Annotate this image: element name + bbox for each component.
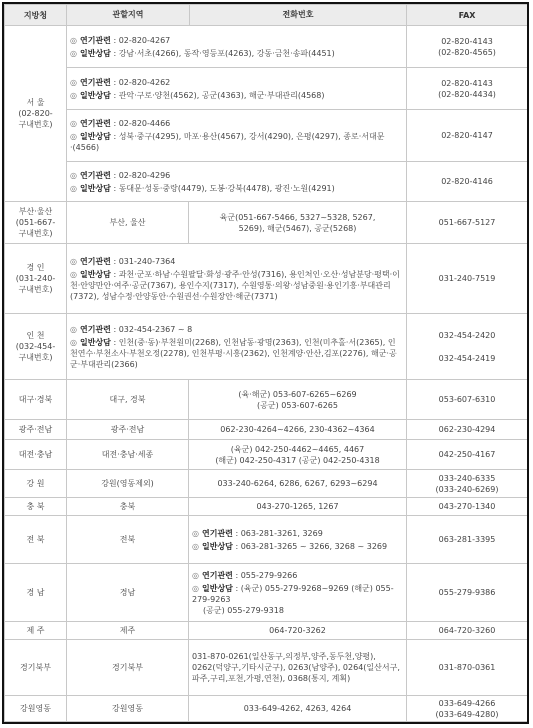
bullet-icon: ◎ <box>192 583 199 593</box>
table-row <box>5 696 528 722</box>
bullet-icon: ◎ <box>70 77 77 87</box>
phone-cell: 031-870-0261(일산동구,의정부,양주,동두천,양평), 0262(덕양구,기타시군구), 0263(남양주), 0264(일산서구,파주,구리,포천,가평,연천), 0368(통지, 계획) <box>189 640 407 696</box>
area-cell: 경남 <box>67 564 189 622</box>
area-cell: 대구, 경북 <box>67 380 189 420</box>
table-row <box>5 26 528 68</box>
phone-cell: ◎ 연기관련 : 02-820-4466 ◎ 일반상담 : 성북·중구(4295), 마포·용산(4567), 강서(4290), 은평(4297), 종로·서대문·(4566) <box>67 110 407 162</box>
office-name: 경 남 <box>5 564 67 622</box>
fax-cell: 062-230-4294 <box>407 420 528 440</box>
phone-cell: ◎ 연기관련 : 055-279-9266 ◎ 일반상담 : (육군) 055-279-9268~9269 (해군) 055-279-9263 (공군) 055-279-9318 <box>189 564 407 622</box>
area-cell: 강원영동 <box>67 696 189 722</box>
area-cell: 제주 <box>67 622 189 640</box>
phone-cell: 064-720-3262 <box>189 622 407 640</box>
area-cell: 충북 <box>67 498 189 516</box>
fax-cell: 031-240-7519 <box>407 244 528 314</box>
office-name: 대전·충남 <box>5 440 67 470</box>
fax-cell: 055-279-9386 <box>407 564 528 622</box>
phone-cell: 062-230-4264~4266, 230-4362~4364 <box>189 420 407 440</box>
phone-cell: 033-240-6264, 6286, 6267, 6293~6294 <box>189 470 407 498</box>
table-row <box>5 640 528 696</box>
office-name: 경기북부 <box>5 640 67 696</box>
table-row <box>5 564 528 622</box>
bullet-icon: ◎ <box>70 35 77 45</box>
phone-cell: ◎ 연기관련 : 031-240-7364 ◎ 일반상담 : 과천·군포·하남·수원팔달·화성·광주·안성(7316), 용인처인·오산·성남분당·평택·이천·안양만안·여주·공군(7367), 용인수지(7317), 수원영통·의왕·성남중원·용인기흥·부대관리(7372), 성남수정·안양동안·수원권선·수원장안·해군(7371) <box>67 244 407 314</box>
table-row <box>5 420 528 440</box>
table-row <box>5 516 528 564</box>
table-row <box>5 440 528 470</box>
regional-contact-table <box>4 4 528 722</box>
phone-cell: ◎ 연기관련 : 02-820-4296 ◎ 일반상담 : 동대문·성동·중랑(4479), 도봉·강북(4478), 광진·노원(4291) <box>67 162 407 202</box>
office-name: 인 천 (032-454- 구내번호) <box>5 314 67 380</box>
phone-cell: ◎ 연기관련 : 02-820-4262 ◎ 일반상담 : 관악·구로·양천(4562), 공군(4363), 해군·부대관리(4568) <box>67 68 407 110</box>
header-phone: 전화번호 <box>282 10 314 19</box>
header-area: 관할지역 <box>67 5 190 25</box>
table-row <box>5 162 528 202</box>
bullet-icon: ◎ <box>70 119 77 128</box>
fax-cell: 02-820-4146 <box>407 162 528 202</box>
table-row <box>5 470 528 498</box>
bullet-icon: ◎ <box>70 269 77 279</box>
phone-cell: ◎ 연기관련 : 063-281-3261, 3269 ◎ 일반상담 : 063-281-3265 ~ 3266, 3268 ~ 3269 <box>189 516 407 564</box>
bullet-icon: ◎ <box>70 170 77 180</box>
area-cell: 부산, 울산 <box>67 202 189 244</box>
fax-cell: 063-281-3395 <box>407 516 528 564</box>
fax-cell: 032-454-2420 032-454-2419 <box>407 314 528 380</box>
table-row <box>5 202 528 244</box>
phone-cell: (육·해군) 053-607-6265~6269 (공군) 053-607-6265 <box>189 380 407 420</box>
office-name: 서 울 (02-820- 구내번호) <box>5 26 67 202</box>
fax-cell: 02-820-4143 (02-820-4434) <box>407 68 528 110</box>
office-name: 제 주 <box>5 622 67 640</box>
fax-cell: 042-250-4167 <box>407 440 528 470</box>
fax-cell: 043-270-1340 <box>407 498 528 516</box>
office-name: 부산·울산 (051-667- 구내번호) <box>5 202 67 244</box>
phone-cell: 043-270-1265, 1267 <box>189 498 407 516</box>
table-row <box>5 380 528 420</box>
table-row <box>5 314 528 380</box>
table-row <box>5 498 528 516</box>
area-cell: 광주·전남 <box>67 420 189 440</box>
bullet-icon: ◎ <box>192 541 199 551</box>
phone-cell: ◎ 연기관련 : 02-820-4267 ◎ 일반상담 : 강남·서초(4266), 동작·영등포(4263), 강동·금천·송파(4451) <box>67 26 407 68</box>
fax-cell: 02-820-4143 (02-820-4565) <box>407 26 528 68</box>
fax-cell: 053-607-6310 <box>407 380 528 420</box>
bullet-icon: ◎ <box>70 183 77 193</box>
header-fax: FAX <box>407 5 528 26</box>
area-cell: 강원(영동제외) <box>67 470 189 498</box>
office-name: 경 인 (031-240- 구내번호) <box>5 244 67 314</box>
phone-cell: 육군(051-667-5466, 5327~5328, 5267, 5269), 해군(5467), 공군(5268) <box>189 202 407 244</box>
bullet-icon: ◎ <box>192 528 199 538</box>
area-cell: 경기북부 <box>67 640 189 696</box>
bullet-icon: ◎ <box>70 337 77 347</box>
office-name: 강 원 <box>5 470 67 498</box>
office-name: 전 북 <box>5 516 67 564</box>
office-name: 대구·경북 <box>5 380 67 420</box>
bullet-icon: ◎ <box>70 132 77 141</box>
table-row <box>5 622 528 640</box>
fax-cell: 033-649-4266 (033-649-4280) <box>407 696 528 722</box>
bullet-icon: ◎ <box>70 48 77 58</box>
office-name: 광주·전남 <box>5 420 67 440</box>
office-name: 강원영동 <box>5 696 67 722</box>
bullet-icon: ◎ <box>192 570 199 580</box>
phone-cell: ◎ 연기관련 : 032-454-2367 ~ 8 ◎ 일반상담 : 인천(중·동)·부천원미(2268), 인천남동·광명(2363), 인천(미추홀·서(2365), 인천연수·부천소사·부천오정(2278), 인천부평·시흥(2362), 인천계양·안산,김포(2276), 해군·공군·부대관리(2366) <box>67 314 407 380</box>
header-row <box>5 5 528 26</box>
table-row <box>5 244 528 314</box>
area-cell: 대전·충남·세종 <box>67 440 189 470</box>
bullet-icon: ◎ <box>70 324 77 334</box>
fax-cell: 064-720-3260 <box>407 622 528 640</box>
bullet-icon: ◎ <box>70 90 77 100</box>
bullet-icon: ◎ <box>70 256 77 266</box>
fax-cell: 051-667-5127 <box>407 202 528 244</box>
header-jurisdiction <box>67 5 407 26</box>
fax-cell: 031-870-0361 <box>407 640 528 696</box>
office-name: 충 북 <box>5 498 67 516</box>
phone-cell: 033-649-4262, 4263, 4264 <box>189 696 407 722</box>
header-office: 지방청 <box>5 5 67 26</box>
contact-table-frame <box>2 2 529 724</box>
table-row <box>5 68 528 110</box>
fax-cell: 02-820-4147 <box>407 110 528 162</box>
table-row <box>5 110 528 162</box>
fax-cell: 033-240-6335 (033-240-6269) <box>407 470 528 498</box>
phone-cell: (육군) 042-250-4462~4465, 4467 (해군) 042-250-4317 (공군) 042-250-4318 <box>189 440 407 470</box>
area-cell: 전북 <box>67 516 189 564</box>
